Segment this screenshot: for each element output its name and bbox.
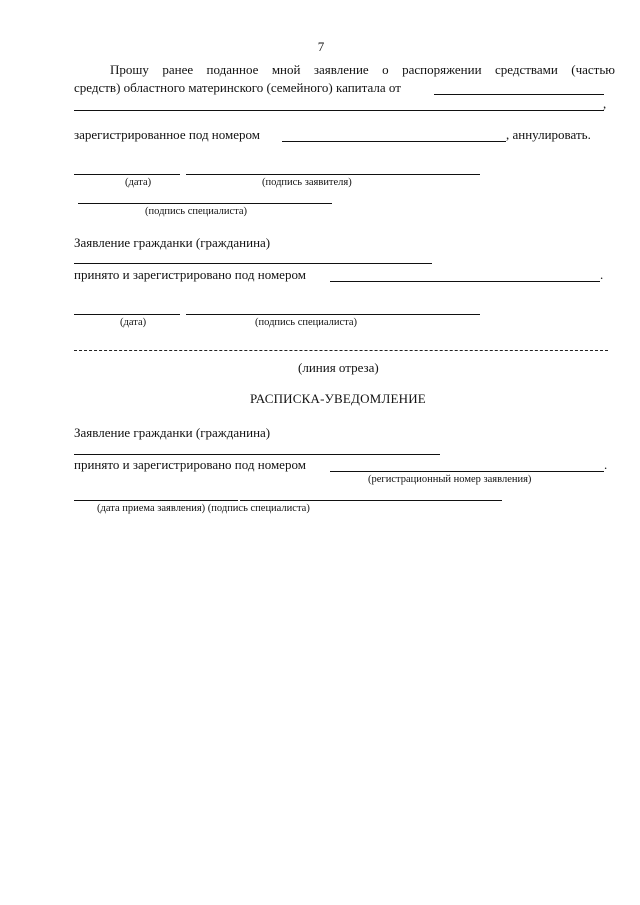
receipt-number-field-line[interactable] bbox=[330, 471, 604, 472]
registration-number-label: (регистрационный номер заявления) bbox=[368, 474, 532, 485]
applicant-name-field-line[interactable] bbox=[74, 263, 432, 264]
registered-suffix: , аннулировать. bbox=[506, 127, 591, 142]
applicant-signature-label: (подпись заявителя) bbox=[262, 177, 352, 188]
capital-continuation-field-line[interactable] bbox=[74, 110, 604, 111]
cut-line bbox=[74, 350, 608, 351]
receipt-date-field-line[interactable] bbox=[74, 500, 238, 501]
receipt-bottom-labels: (дата приема заявления) (подпись специалиста) bbox=[97, 503, 310, 514]
request-line-2-prefix: средств) областного материнского (семейного) капитала от bbox=[74, 80, 401, 95]
date-label-1: (дата) bbox=[125, 177, 152, 188]
specialist-signature-label-1: (подпись специалиста) bbox=[145, 206, 248, 217]
receipt-heading: Заявление гражданки (гражданина) bbox=[74, 425, 271, 440]
registered-number-field-line[interactable] bbox=[282, 141, 506, 142]
receipt-title: РАСПИСКА-УВЕДОМЛЕНИЕ bbox=[250, 391, 426, 406]
specialist-signature-field-line-1[interactable] bbox=[78, 203, 332, 204]
registered-prefix: зарегистрированное под номером bbox=[74, 127, 260, 142]
cut-line-label: (линия отреза) bbox=[298, 360, 379, 375]
accepted-prefix: принято и зарегистрировано под номером bbox=[74, 267, 306, 282]
receipt-specialist-signature-field-line[interactable] bbox=[240, 500, 502, 501]
receipt-period: . bbox=[604, 457, 608, 472]
receipt-applicant-name-field-line[interactable] bbox=[74, 454, 440, 455]
accepted-period: . bbox=[600, 267, 604, 282]
date-field-line-1[interactable] bbox=[74, 174, 180, 175]
capital-date-field-line[interactable] bbox=[434, 94, 604, 95]
date-field-line-2[interactable] bbox=[74, 314, 180, 315]
application-heading: Заявление гражданки (гражданина) bbox=[74, 235, 271, 250]
accepted-number-field-line[interactable] bbox=[330, 281, 600, 282]
specialist-signature-field-line-2[interactable] bbox=[186, 314, 480, 315]
receipt-accepted-prefix: принято и зарегистрировано под номером bbox=[74, 457, 306, 472]
request-line-1: Прошу ранее поданное мной заявление о распоряжении средствами (частью bbox=[110, 62, 615, 77]
date-label-2: (дата) bbox=[120, 317, 147, 328]
applicant-signature-field-line[interactable] bbox=[186, 174, 480, 175]
continuation-comma: , bbox=[603, 96, 607, 111]
specialist-signature-label-2: (подпись специалиста) bbox=[255, 317, 358, 328]
page-number: 7 bbox=[317, 39, 325, 54]
